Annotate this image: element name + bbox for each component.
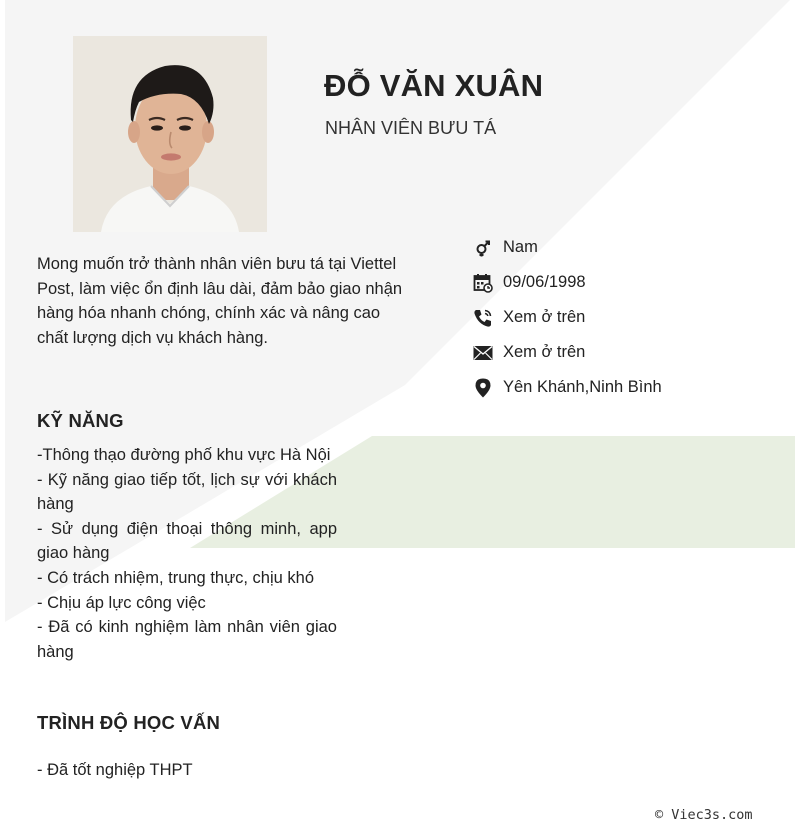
skill-item: -Thông thạo đường phố khu vực Hà Nội (37, 446, 331, 464)
portrait-image (73, 36, 267, 232)
location-pin-icon (472, 377, 494, 399)
site-watermark: © Viec3s.com (655, 807, 753, 823)
phone-icon (472, 307, 494, 329)
contact-info (472, 230, 772, 405)
contact-phone (472, 300, 772, 335)
candidate-name: ĐỖ VĂN XUÂN (324, 68, 544, 103)
calendar-icon (472, 272, 494, 294)
birthday-value: 09/06/1998 (503, 273, 586, 291)
job-title: NHÂN VIÊN BƯU TÁ (325, 118, 497, 138)
skill-item: - Đã có kinh nghiệm làm nhân viên giao hàng (37, 618, 337, 661)
skills-heading: KỸ NĂNG (37, 410, 124, 431)
address-value: Yên Khánh,Ninh Bình (503, 378, 662, 396)
gender-value: Nam (503, 238, 538, 256)
contact-gender (472, 230, 772, 265)
skill-item: - Kỹ năng giao tiếp tốt, lịch sự với khách hàng (37, 470, 337, 514)
education-item: - Đã tốt nghiệp THPT (37, 761, 193, 779)
skills-list (37, 443, 337, 664)
contact-address (472, 370, 772, 405)
skill-item: - Sử dụng điện thoại thông minh, app giao hàng (37, 519, 337, 563)
phone-value: Xem ở trên (503, 308, 586, 326)
contact-birthday (472, 265, 772, 300)
skill-item: - Chịu áp lực công việc (37, 593, 206, 612)
education-heading: TRÌNH ĐỘ HỌC VẤN (37, 712, 221, 733)
email-value: Xem ở trên (503, 343, 586, 361)
career-objective: Mong muốn trở thành nhân viên bưu tá tại Viettel Post, làm việc ổn định lâu dài, đảm bảo giao nhận hàng hóa nhanh chóng, chính xác và nâng cao chất lượng dịch vụ khách hàng. (37, 255, 403, 348)
skill-item: - Có trách nhiệm, trung thực, chịu khó (37, 568, 315, 587)
contact-email (472, 335, 772, 370)
profile-photo (73, 36, 267, 232)
gender-icon (472, 237, 494, 259)
envelope-icon (472, 342, 494, 364)
